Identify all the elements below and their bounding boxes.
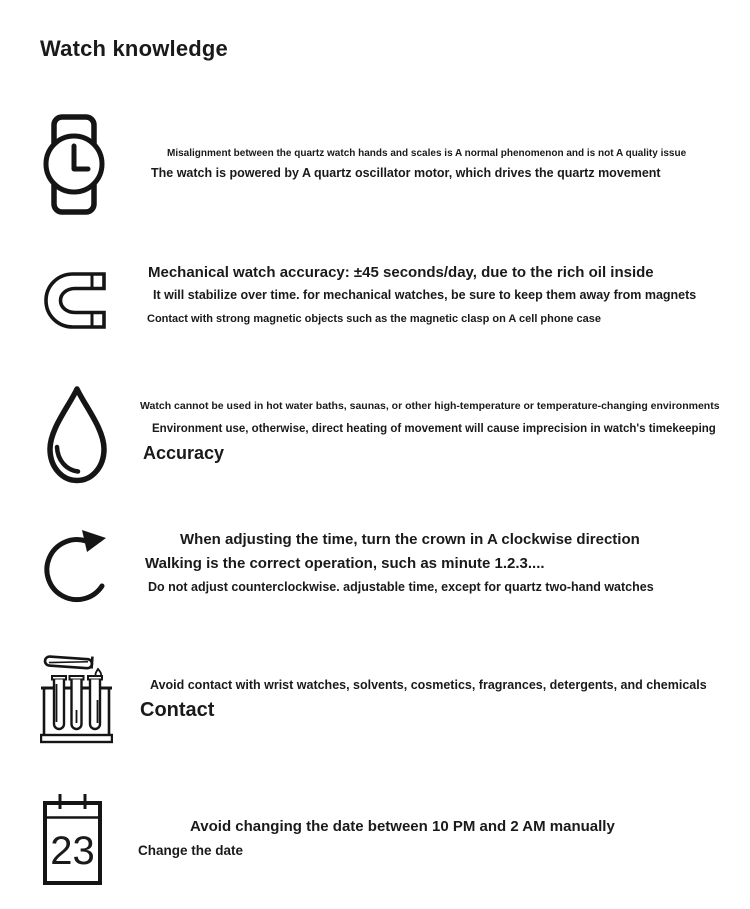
walking-operation-text: Walking is the correct operation, such as minute 1.2.3.... [145, 555, 545, 572]
magnet-icon [43, 269, 106, 332]
counterclockwise-note: Do not adjust counterclockwise. adjustable time, except for quartz two-hand watches [148, 580, 654, 594]
test-tubes-icon [40, 650, 113, 744]
quartz-movement-text: The watch is powered by A quartz oscillator motor, which drives the quartz movement [151, 166, 661, 180]
page-title: Watch knowledge [40, 36, 228, 61]
magnetic-objects-note: Contact with strong magnetic objects such as the magnetic clasp on A cell phone case [147, 313, 601, 325]
contact-heading: Contact [140, 699, 215, 721]
mechanical-accuracy-text: Mechanical watch accuracy: ±45 seconds/day, due to the rich oil inside [148, 264, 654, 281]
calendar-day: 23 [50, 829, 95, 873]
magnet-warning-text: It will stabilize over time. for mechanical watches, be sure to keep them away from magnets [153, 288, 697, 302]
clockwise-arrow-icon [42, 528, 114, 607]
calendar-icon [42, 792, 103, 886]
heating-imprecision-text: Environment use, otherwise, direct heating of movement will cause imprecision in watch's timekeeping [152, 423, 716, 435]
chemicals-warning-text: Avoid contact with wrist watches, solvents, cosmetics, fragrances, detergents, and chemicals [150, 678, 707, 692]
change-date-heading: Change the date [138, 843, 244, 858]
water-drop-icon [42, 384, 112, 487]
quartz-misalignment-note: Misalignment between the quartz watch hands and scales is A normal phenomenon and is not A quality issue [167, 148, 687, 159]
date-change-warning-text: Avoid changing the date between 10 PM and 2 AM manually [190, 818, 615, 835]
hot-water-warning-note: Watch cannot be used in hot water baths, saunas, or other high-temperature or temperature-changing environments [140, 400, 720, 412]
wristwatch-icon [43, 114, 105, 215]
crown-clockwise-text: When adjusting the time, turn the crown in A clockwise direction [180, 531, 640, 548]
accuracy-heading: Accuracy [143, 443, 225, 463]
